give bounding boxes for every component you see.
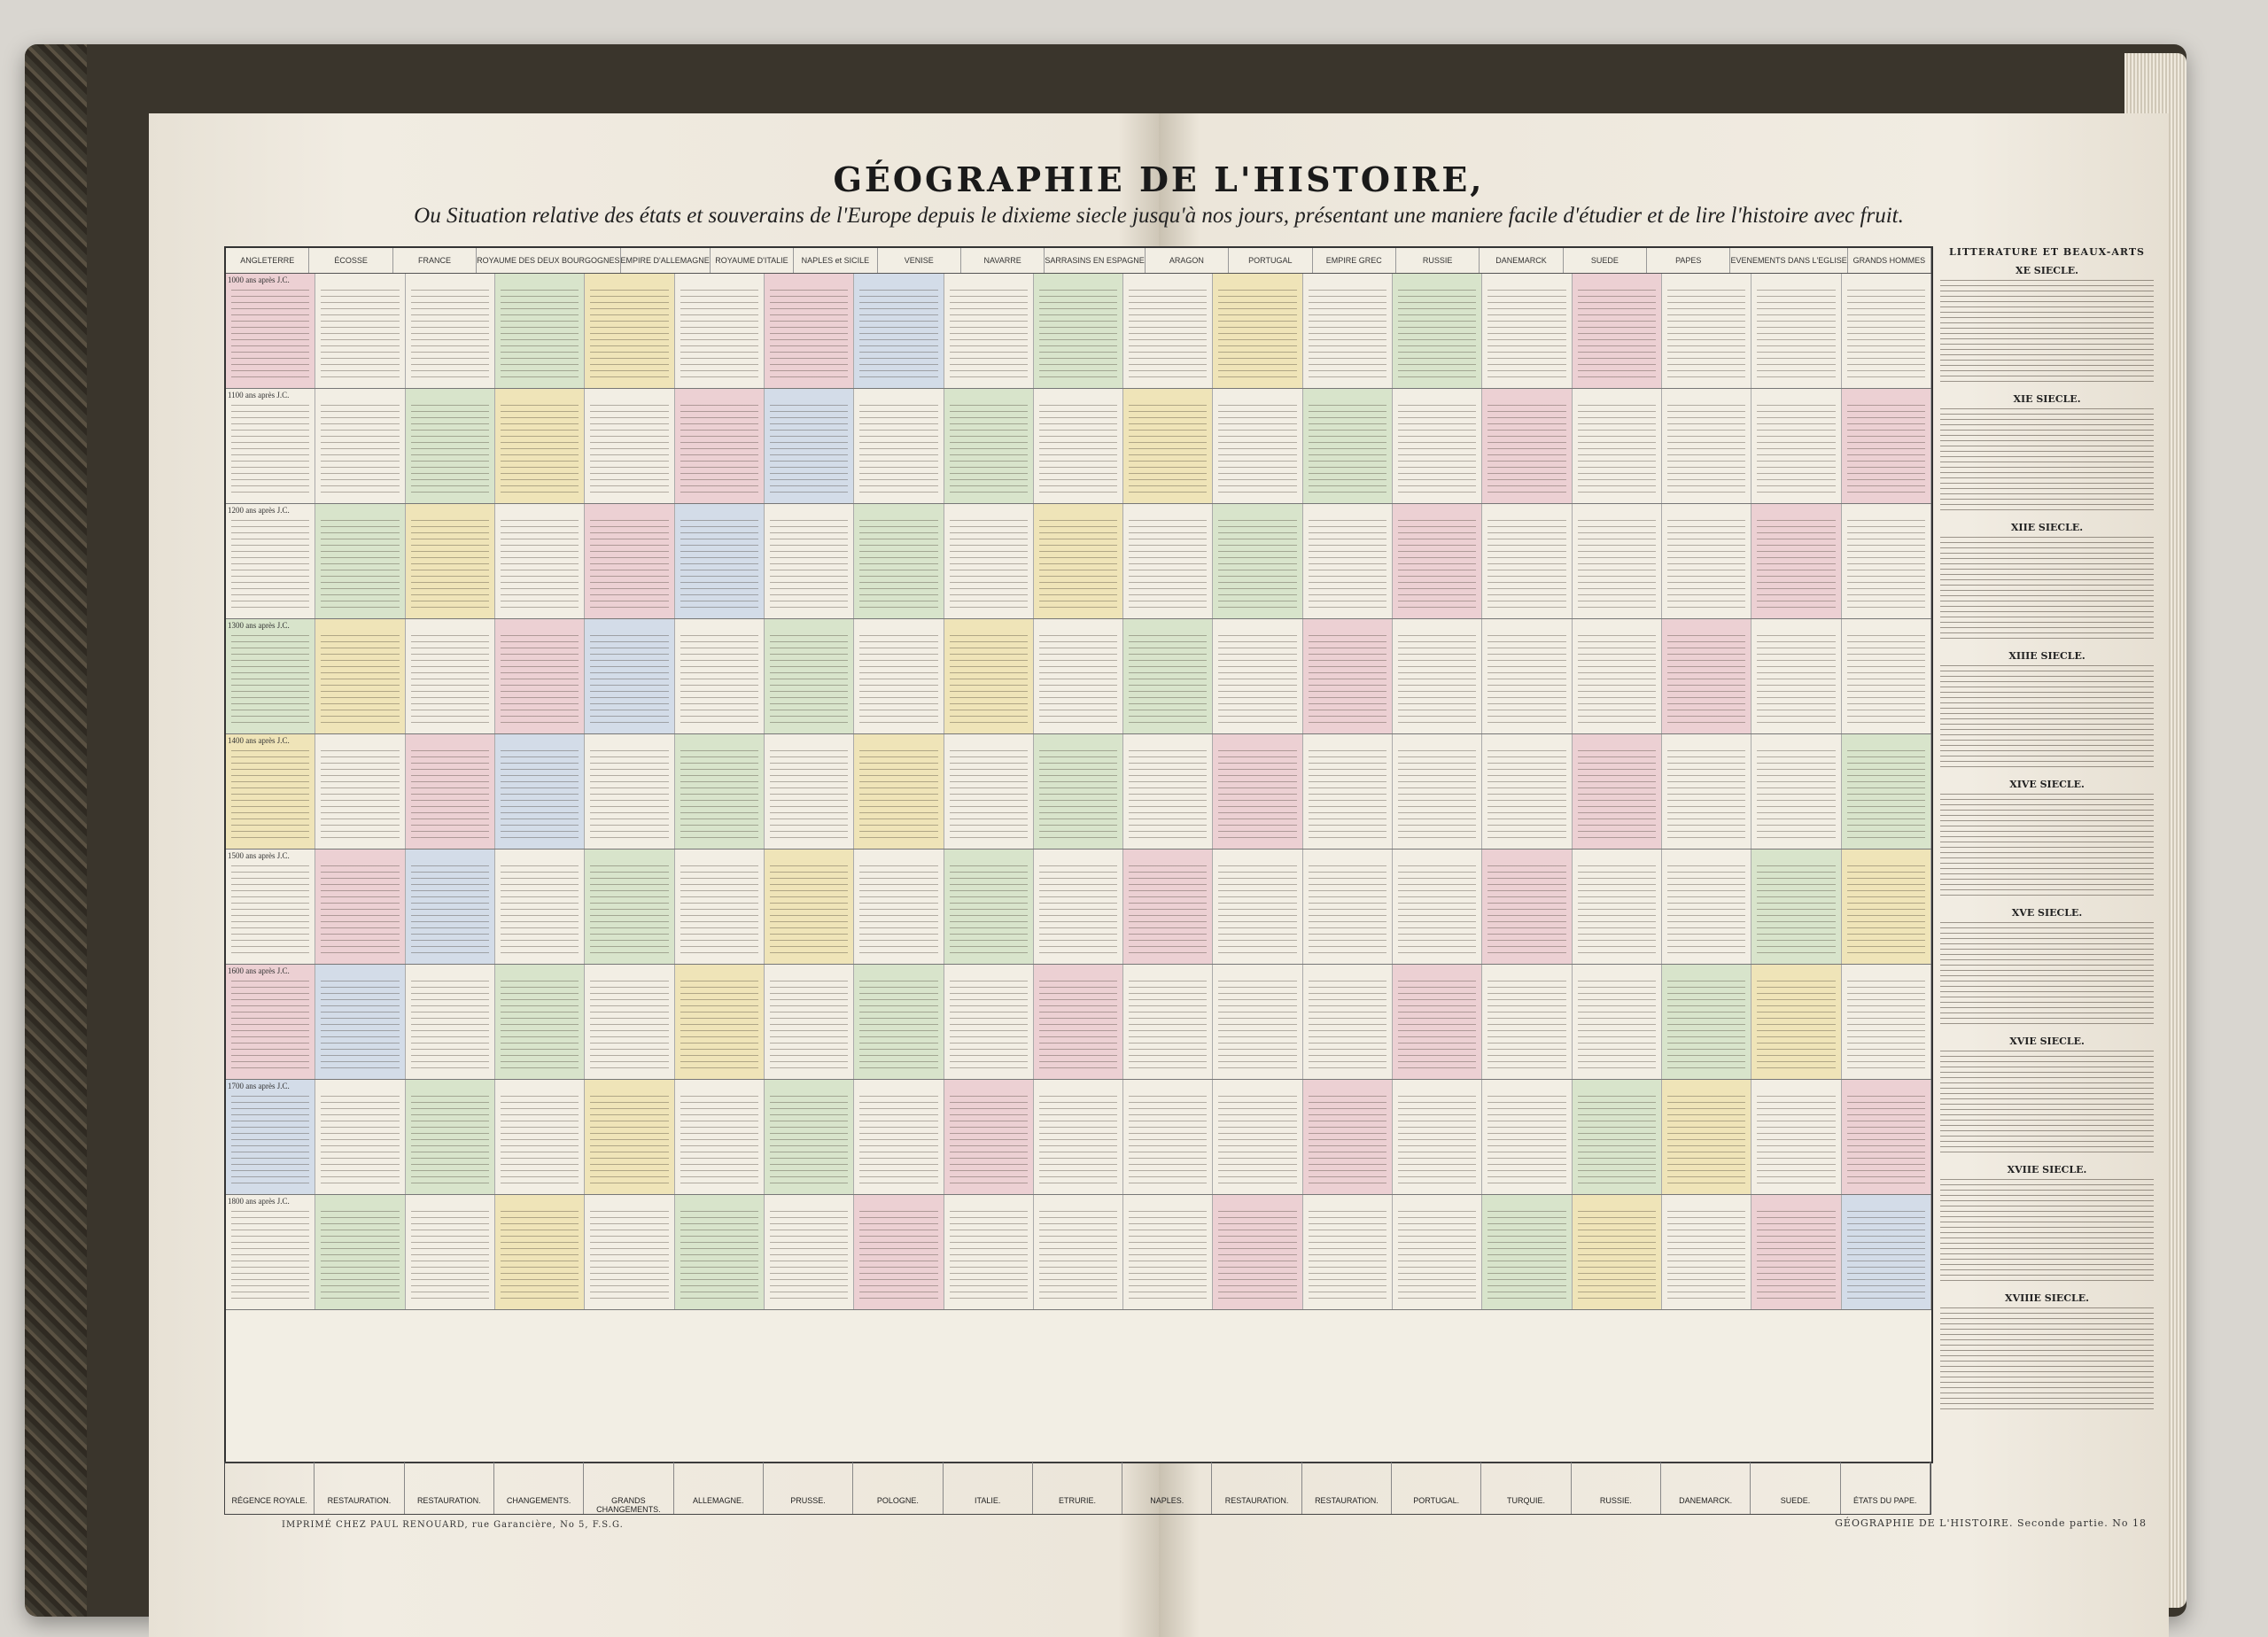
chart-cell [1751,1080,1841,1194]
chart-cell [1662,1080,1751,1194]
literature-section-text [1940,794,2154,900]
chart-cell [1482,1080,1572,1194]
footer-header: GRANDS CHANGEMENTS. [584,1462,673,1514]
century-label: 1700 ans après J.C. [228,1082,290,1090]
chart-cell [495,1080,585,1194]
column-headers [226,248,1931,274]
chart-cell [585,504,674,618]
column-header: NAPLES et SICILE [794,248,877,273]
chart-cell [1034,504,1123,618]
literature-section-text [1940,408,2154,515]
chart-cell [226,619,315,733]
chart-cell [495,734,585,849]
chart-cell [765,619,854,733]
chart-cell [1751,389,1841,503]
chart-cell [1573,504,1662,618]
chart-cell [1213,850,1302,964]
chart-cell [1123,965,1213,1079]
chart-cell [944,850,1034,964]
literature-section-heading: XVIIIE SIECLE. [2005,1292,2089,1304]
footer-header: RESTAURATION. [1302,1462,1392,1514]
chart-cell [1034,850,1123,964]
chart-cell [1303,734,1393,849]
chart-cell [1123,619,1213,733]
chart-cell [495,965,585,1079]
chart-cell [315,734,405,849]
chart-cell [1123,504,1213,618]
chart-cell [495,389,585,503]
chart-cell [406,850,495,964]
century-label: 1400 ans après J.C. [228,736,290,745]
column-header: FRANCE [393,248,477,273]
chart-cell [226,1080,315,1194]
chart-cell [1034,389,1123,503]
chart-cell [1842,389,1931,503]
chart-cell [854,504,944,618]
chart-cell [944,1195,1034,1309]
chart-cell [1303,1080,1393,1194]
chart-cell [1482,734,1572,849]
chart-cell [1662,1195,1751,1309]
chart-cell [585,389,674,503]
chart-cell [1393,1080,1482,1194]
century-label: 1100 ans après J.C. [228,391,290,400]
chart-cell [765,274,854,388]
literature-section-heading: XIVE SIECLE. [2009,779,2085,790]
chart-cell [585,1080,674,1194]
chart-cell [1842,1080,1931,1194]
footer-header: ITALIE. [944,1462,1033,1514]
chart-cell [406,274,495,388]
literature-section-text [1940,1307,2154,1414]
chart-cell [1573,850,1662,964]
chart-cell [1303,619,1393,733]
chart-cell [1842,734,1931,849]
chart-cell [1662,734,1751,849]
chart-cell [854,850,944,964]
chart-cell [1213,965,1302,1079]
chart-cell [675,850,765,964]
century-row [226,850,1931,965]
column-header: ANGLETERRE [226,248,309,273]
chart-cell [765,389,854,503]
chart-cell [765,1080,854,1194]
chart-cell [1213,504,1302,618]
footer-header: RÉGENCE ROYALE. [225,1462,315,1514]
open-spread [149,113,2169,1637]
chart-cell [944,504,1034,618]
chart-cell [1393,1195,1482,1309]
chart-cell [1573,734,1662,849]
chart-cell [1662,850,1751,964]
chart-cell [1842,850,1931,964]
chart-cell [406,504,495,618]
column-header: ÉCOSSE [309,248,392,273]
literature-section-text [1940,1179,2154,1285]
century-label: 1600 ans après J.C. [228,966,290,975]
chart-cell [1842,274,1931,388]
chart-cell [675,274,765,388]
chart-cell [1303,965,1393,1079]
chart-cell [1751,504,1841,618]
literature-section-text [1940,280,2154,386]
chart-cell [1213,389,1302,503]
footer-header: RUSSIE. [1572,1462,1661,1514]
literature-section-heading: XVE SIECLE. [2011,907,2083,919]
chart-cell [1034,274,1123,388]
chart-cell [1123,850,1213,964]
chart-cell [675,1195,765,1309]
column-header: DANEMARCK [1480,248,1563,273]
chart-cell [1213,274,1302,388]
chart-cell [406,619,495,733]
chart-cell [944,274,1034,388]
page-title: GÉOGRAPHIE DE L'HISTOIRE, [833,159,1485,199]
footer-header: ALLEMAGNE. [674,1462,764,1514]
chart-cell [585,274,674,388]
chart-cell [854,274,944,388]
footer-header: DANEMARCK. [1661,1462,1751,1514]
chart-cell [1034,1080,1123,1194]
footer-header: TURQUIE. [1481,1462,1571,1514]
chart-cell [585,965,674,1079]
chart-cell [495,619,585,733]
chart-cell [226,274,315,388]
literature-section-heading: XIIE SIECLE. [2010,522,2084,533]
column-header: ROYAUME D'ITALIE [711,248,794,273]
footer-header: NAPLES. [1122,1462,1212,1514]
chart-cell [1482,274,1572,388]
chart-cell [1482,504,1572,618]
chart-cell [1751,850,1841,964]
chart-cell [854,1195,944,1309]
column-header: ARAGON [1146,248,1229,273]
chart-cell [1573,619,1662,733]
century-row [226,619,1931,734]
chart-cell [1123,274,1213,388]
chart-cell [1751,274,1841,388]
century-row [226,274,1931,389]
chart-cell [406,965,495,1079]
footer-band [224,1462,1931,1515]
chart-cell [1751,1195,1841,1309]
atlas-book [25,44,2186,1617]
chart-cell [1482,965,1572,1079]
chart-cell [1303,1195,1393,1309]
literature-title: LITTERATURE ET BEAUX-ARTS [1949,246,2145,258]
chart-cell [1213,1195,1302,1309]
page-subtitle: Ou Situation relative des états et souverains de l'Europe depuis le dixieme siecle jusqu'à nos jours, présentant une maniere facile d'étudier et de lire l'histoire avec fruit. [414,204,1904,228]
chart-cell [1393,965,1482,1079]
column-header: ROYAUME DES DEUX BOURGOGNES [477,248,620,273]
column-header: EVENEMENTS DANS L'EGLISE [1730,248,1847,273]
chart-cell [495,850,585,964]
chart-cell [1393,274,1482,388]
century-label: 1500 ans après J.C. [228,851,290,860]
chart-cell [1573,1195,1662,1309]
chart-cell [315,1080,405,1194]
chart-cell [1751,734,1841,849]
footer-header: SUEDE. [1751,1462,1840,1514]
column-header: GRANDS HOMMES [1848,248,1931,273]
chart-cell [944,619,1034,733]
chart-cell [765,965,854,1079]
chart-cell [315,504,405,618]
chart-cell [1662,274,1751,388]
chart-cell [854,1080,944,1194]
chart-cell [1213,734,1302,849]
chart-cell [1662,389,1751,503]
chart-cell [1034,734,1123,849]
chart-cell [585,1195,674,1309]
chart-cell [226,734,315,849]
chart-cell [1573,1080,1662,1194]
chart-cell [1573,965,1662,1079]
chart-cell [1482,1195,1572,1309]
chart-cell [1842,619,1931,733]
chart-cell [1393,504,1482,618]
chart-cell [406,1195,495,1309]
chart-cell [765,850,854,964]
chart-cell [1842,1195,1931,1309]
chart-cell [1034,619,1123,733]
plate-mark: GÉOGRAPHIE DE L'HISTOIRE. Seconde partie. No 18 [1835,1517,2147,1529]
chart-cell [1123,1195,1213,1309]
chart-cell [765,1195,854,1309]
footer-header: RESTAURATION. [1212,1462,1301,1514]
chart-cell [1662,619,1751,733]
chart-cell [675,619,765,733]
chart-cell [765,504,854,618]
footer-header: PRUSSE. [764,1462,853,1514]
century-row [226,504,1931,619]
chart-cell [854,734,944,849]
footer-header: POLOGNE. [853,1462,943,1514]
literature-column [1938,246,2155,1460]
chart-cell [585,850,674,964]
chart-cell [675,965,765,1079]
chart-cell [1393,619,1482,733]
chart-cell [854,619,944,733]
chart-cell [675,389,765,503]
chart-cell [226,965,315,1079]
footer-header: PORTUGAL. [1392,1462,1481,1514]
chart-cell [675,504,765,618]
chart-cell [226,389,315,503]
literature-section-text [1940,922,2154,1028]
literature-section-heading: XE SIECLE. [2016,265,2078,276]
chart-cell [315,619,405,733]
chart-cell [1303,274,1393,388]
chart-cell [1034,965,1123,1079]
column-header: PAPES [1647,248,1730,273]
chart-cell [1393,850,1482,964]
chart-cell [1123,389,1213,503]
chart-cell [944,734,1034,849]
chart-cell [315,389,405,503]
century-label: 1300 ans après J.C. [228,621,290,630]
chart-cell [1303,504,1393,618]
chart-cell [944,389,1034,503]
century-row [226,389,1931,504]
chart-cell [1393,389,1482,503]
chart-cell [944,965,1034,1079]
literature-section-heading: XIE SIECLE. [2013,393,2081,405]
chart-cell [854,389,944,503]
chart-cell [675,1080,765,1194]
chart-cell [1034,1195,1123,1309]
column-header: RUSSIE [1396,248,1480,273]
literature-section-text [1940,665,2154,772]
chart-cell [1573,389,1662,503]
column-header: NAVARRE [961,248,1045,273]
column-header: VENISE [878,248,961,273]
chart-cell [944,1080,1034,1194]
chart-cell [1842,965,1931,1079]
literature-section-heading: XVIE SIECLE. [2009,1036,2085,1047]
chart-cell [315,850,405,964]
imprint: IMPRIMÉ CHEZ PAUL RENOUARD, rue Garancière, No 5, F.S.G. [282,1520,624,1530]
chart-cell [406,734,495,849]
chart-cell [1842,504,1931,618]
century-label: 1800 ans après J.C. [228,1197,290,1206]
chart-cell [1482,619,1572,733]
chart-cell [1123,1080,1213,1194]
chart-cell [1751,965,1841,1079]
column-header: PORTUGAL [1229,248,1312,273]
chart-cell [406,389,495,503]
chart-cell [495,504,585,618]
century-row [226,1080,1931,1195]
chart-cell [585,619,674,733]
chart-cell [315,1195,405,1309]
century-rows [226,274,1931,1310]
chart-cell [1303,850,1393,964]
chart-cell [406,1080,495,1194]
chart-cell [585,734,674,849]
chart-cell [315,274,405,388]
century-label: 1000 ans après J.C. [228,275,290,284]
chart-cell [1751,619,1841,733]
chart-cell [1393,734,1482,849]
literature-section-heading: XIIIE SIECLE. [2008,650,2085,662]
column-header: EMPIRE GREC [1313,248,1396,273]
chart-cell [495,274,585,388]
chart-cell [1662,965,1751,1079]
century-row [226,1195,1931,1310]
chart-cell [1482,389,1572,503]
chart-cell [1573,274,1662,388]
century-row [226,734,1931,850]
chart-cell [765,734,854,849]
century-label: 1200 ans après J.C. [228,506,290,515]
literature-section-text [1940,1051,2154,1157]
footer-header: CHANGEMENTS. [494,1462,584,1514]
chart-cell [675,734,765,849]
chart-cell [495,1195,585,1309]
chart-cell [226,504,315,618]
literature-section-heading: XVIIE SIECLE. [2007,1164,2087,1175]
column-header: EMPIRE D'ALLEMAGNE [621,248,711,273]
chart-cell [1662,504,1751,618]
chart-cell [226,1195,315,1309]
chart-cell [1123,734,1213,849]
footer-header: RESTAURATION. [405,1462,494,1514]
chart-cell [854,965,944,1079]
chart-cell [315,965,405,1079]
chart-cell [226,850,315,964]
century-row [226,965,1931,1080]
column-header: SUEDE [1564,248,1647,273]
footer-header: ETRURIE. [1033,1462,1122,1514]
chart-cell [1303,389,1393,503]
footer-header: RESTAURATION. [315,1462,404,1514]
footer-header: ÉTATS DU PAPE. [1841,1462,1930,1514]
chart-cell [1482,850,1572,964]
column-header: SARRASINS EN ESPAGNE [1045,248,1145,273]
chart-cell [1213,619,1302,733]
literature-section-text [1940,537,2154,643]
history-chart-grid [224,246,1933,1463]
chart-cell [1213,1080,1302,1194]
